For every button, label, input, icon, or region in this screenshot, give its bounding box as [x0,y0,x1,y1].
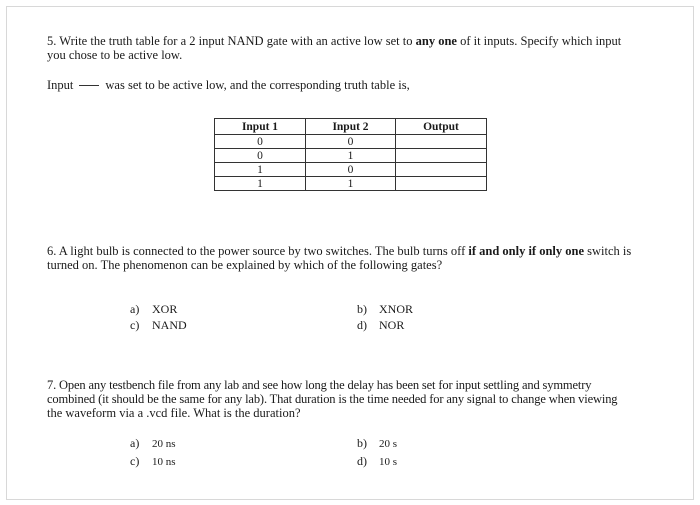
q6-text-end: switch is [587,244,632,258]
input-description: was set to be active low, and the corresponding truth table is, [105,78,410,92]
option-letter: c) [130,318,140,332]
option-text: XOR [152,302,178,316]
option-letter: a) [130,436,140,450]
truth-table [214,118,487,191]
q7-option-a[interactable] [130,436,176,451]
q6-emphasis: if and only if only one [468,244,585,258]
cell-input-1: 0 [215,135,306,149]
cell-output[interactable] [396,163,487,177]
q6-option-c[interactable] [130,318,187,333]
q7-option-d[interactable] [357,454,397,469]
header-output: Output [396,119,487,135]
cell-output[interactable] [396,149,487,163]
option-letter: d) [357,318,367,332]
cell-input-1: 1 [215,177,306,191]
input-blank[interactable] [79,85,99,86]
q6-option-a[interactable] [130,302,177,317]
cell-input-2: 0 [306,135,396,149]
cell-output[interactable] [396,177,487,191]
cell-input-2: 0 [306,163,396,177]
cell-input-1: 1 [215,163,306,177]
truth-table-header [215,119,487,135]
cell-input-1: 0 [215,149,306,163]
table-row [215,149,487,163]
option-letter: b) [357,302,367,316]
question-6-line-1 [47,244,667,258]
input-label: Input [47,78,74,92]
option-text: 20 s [379,438,398,450]
question-5-line-1 [47,34,667,48]
q7-option-b[interactable] [357,436,397,451]
option-text: 10 ns [152,456,176,468]
option-letter: c) [130,454,140,468]
question-5-line-2: you chose to be active low. [47,48,183,62]
option-letter: b) [357,436,367,450]
q5-text-end: of it inputs. Specify which input [460,34,622,48]
question-7-line-2: combined (it should be the same for any lab). That duration is the time needed for any signal to change when viewing [47,392,618,406]
header-input-2: Input 2 [306,119,396,135]
option-text: NAND [152,318,187,332]
option-letter: d) [357,454,367,468]
option-letter: a) [130,302,140,316]
cell-output[interactable] [396,135,487,149]
q6-option-b[interactable] [357,302,413,317]
option-text: XNOR [379,302,414,316]
q6-text: 6. A light bulb is connected to the power source by two switches. The bulb turns off [47,244,466,258]
cell-input-2: 1 [306,177,396,191]
question-7-line-1: 7. Open any testbench file from any lab and see how long the delay has been set for input settling and symmetry [47,378,592,392]
q7-option-c[interactable] [130,454,176,469]
q5-text: 5. Write the truth table for a 2 input NAND gate with an active low set to [47,34,413,48]
option-text: 20 ns [152,438,176,450]
header-input-1: Input 1 [215,119,306,135]
input-answer-line [47,78,410,92]
q6-option-d[interactable] [357,318,404,333]
cell-input-2: 1 [306,149,396,163]
question-6-line-2: turned on. The phenomenon can be explained by which of the following gates? [47,258,443,272]
question-7-line-3: the waveform via a .vcd file. What is the duration? [47,406,301,420]
option-text: NOR [379,318,405,332]
table-row [215,163,487,177]
table-row [215,135,487,149]
table-row [215,177,487,191]
q5-emphasis: any one [415,34,457,48]
option-text: 10 s [379,456,398,468]
